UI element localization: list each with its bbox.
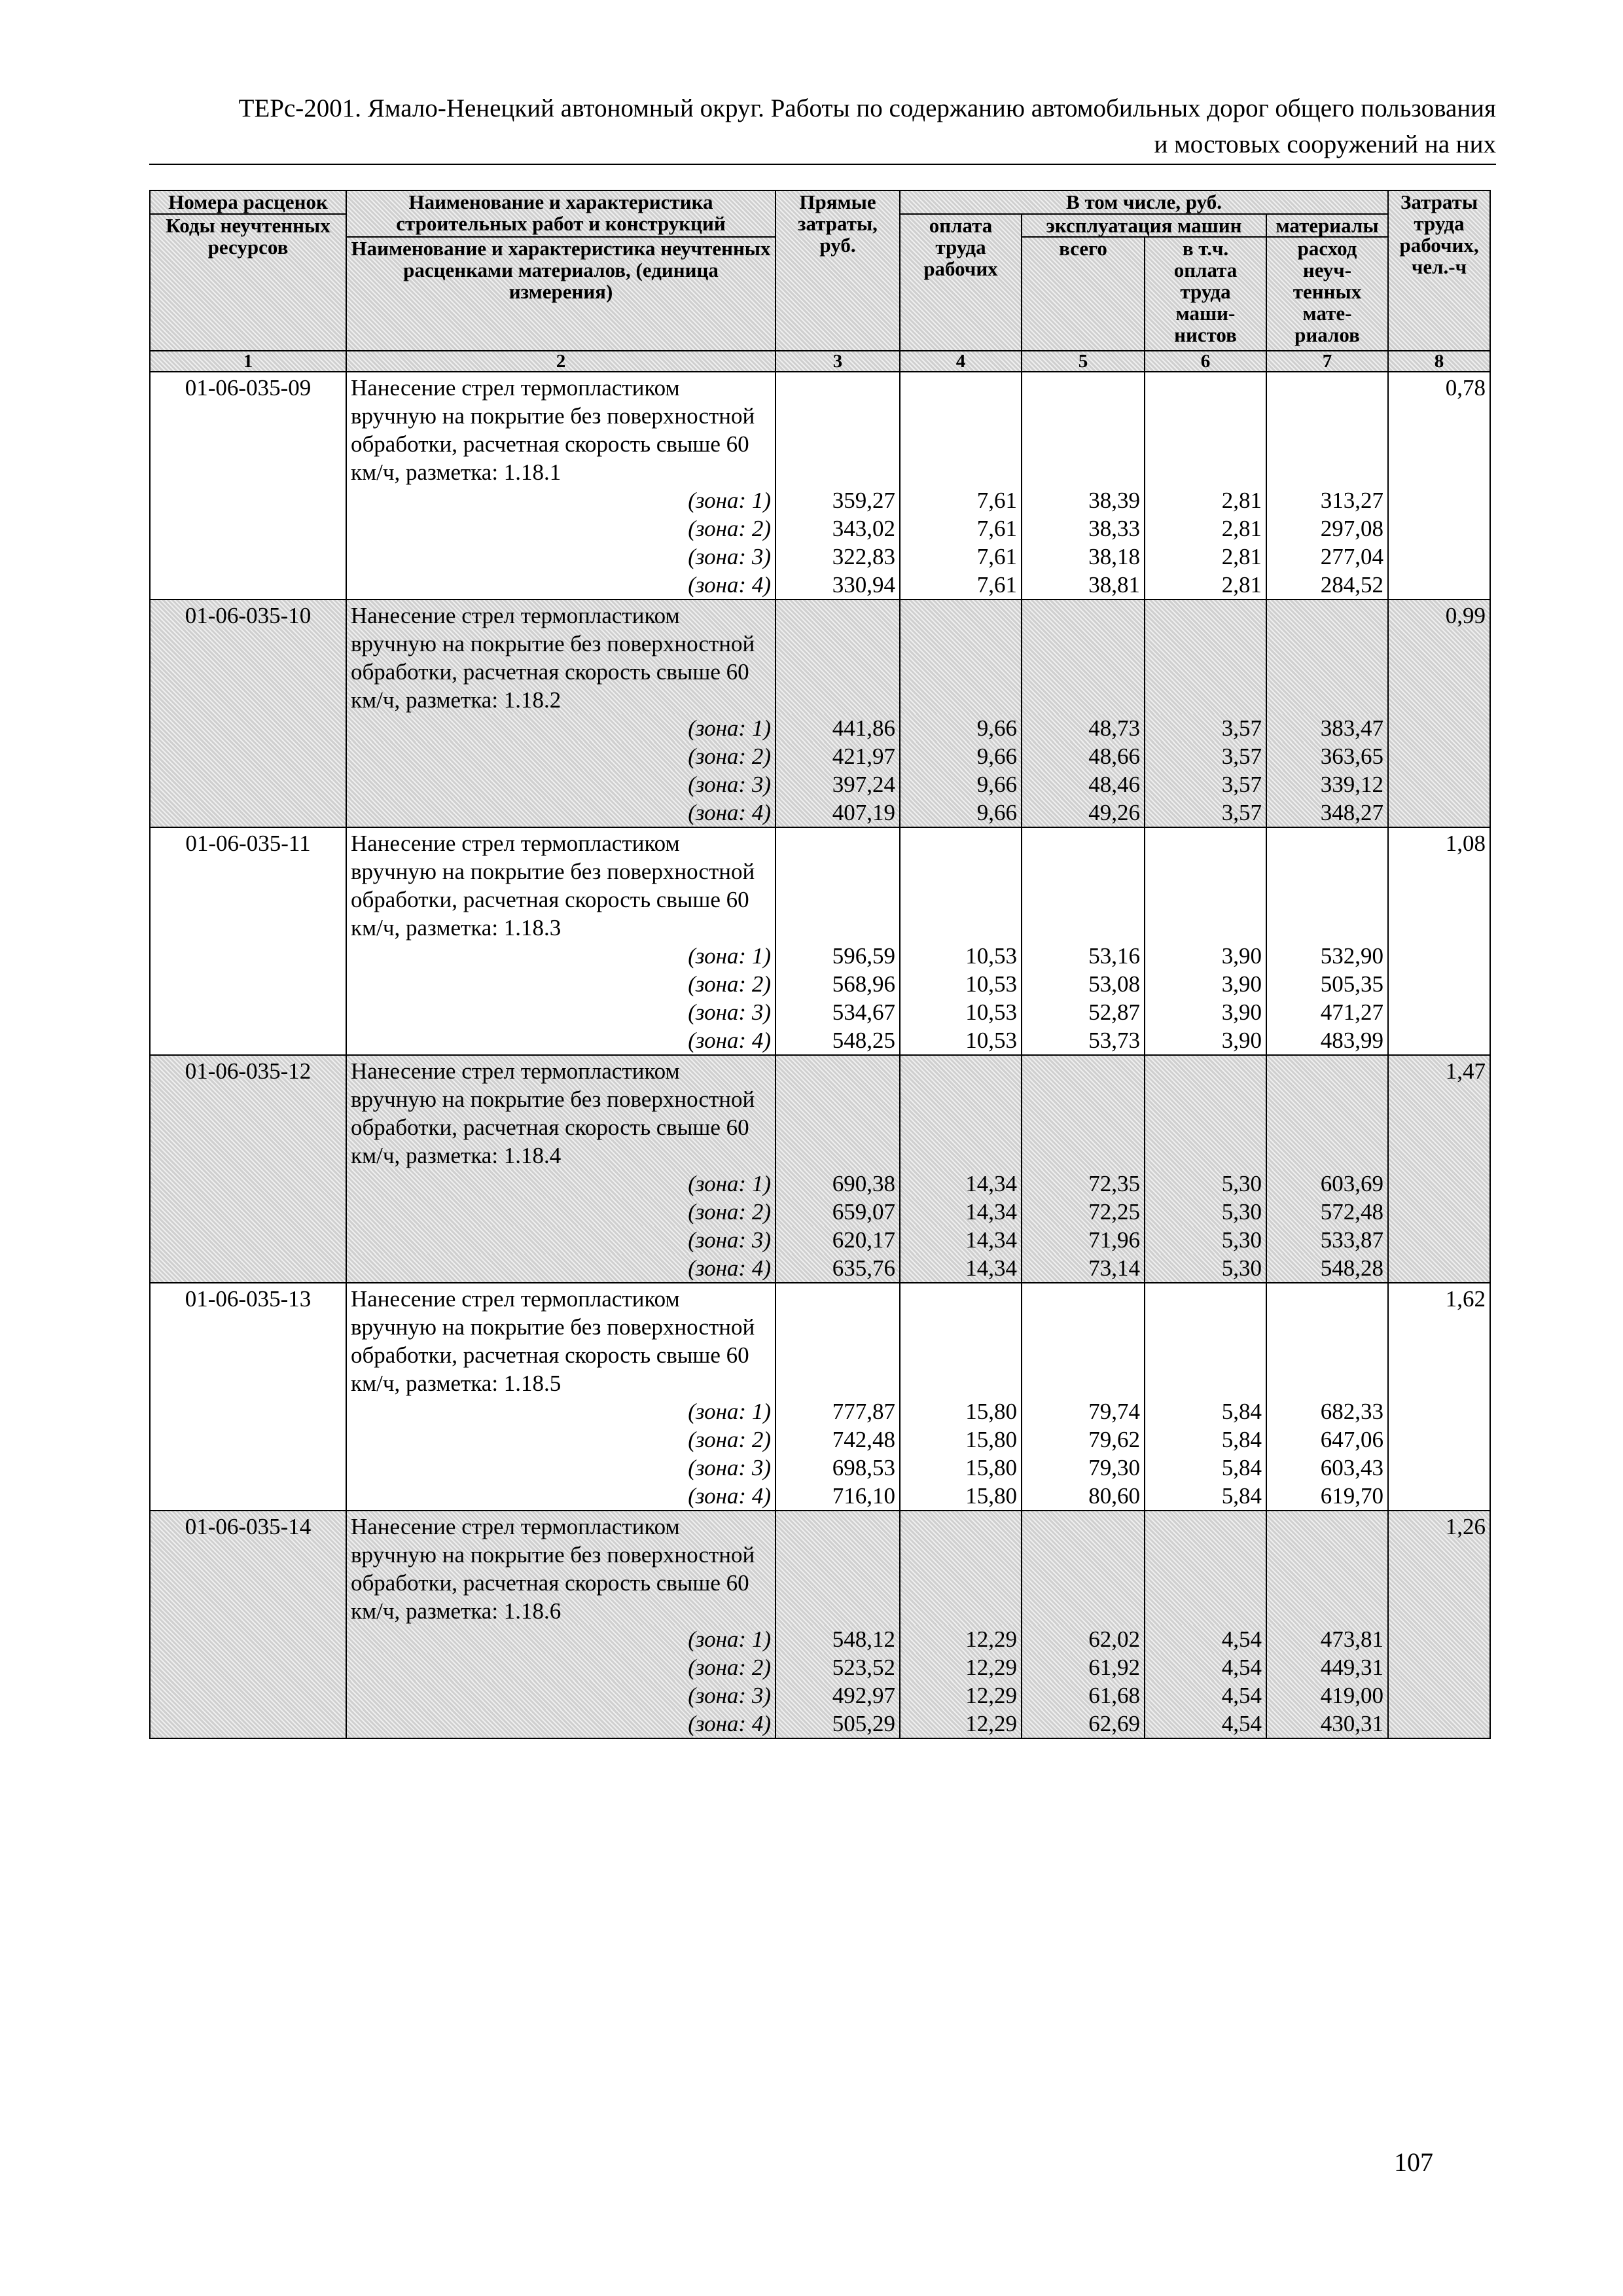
rate-name: Нанесение стрел термопластиком вручную на покрытие без поверхностной обработки, расчетная скорость свыше 60 км/ч, разметка: 1.18.4 <box>346 1055 776 1170</box>
empty-cell <box>1145 1511 1266 1625</box>
zone-label: (зона: 3) <box>346 998 776 1026</box>
zone-label: (зона: 3) <box>346 770 776 798</box>
empty-cell <box>776 1511 900 1625</box>
header-line-1: ТЕРс-2001. Ямало-Ненецкий автономный округ. Работы по содержанию автомобильных дорог общего пользования <box>238 94 1496 122</box>
empty-cell <box>1145 372 1266 486</box>
zone-label: (зона: 3) <box>346 1226 776 1254</box>
machine-total: 62,02 <box>1022 1625 1145 1653</box>
labor-pay: 9,66 <box>900 714 1022 742</box>
labor-pay: 10,53 <box>900 970 1022 998</box>
header-rate-numbers: Номера расценок <box>150 190 346 214</box>
rate-code: 01-06-035-12 <box>150 1055 346 1283</box>
zone-label: (зона: 1) <box>346 714 776 742</box>
direct-costs: 343,02 <box>776 514 900 543</box>
zone-label: (зона: 4) <box>346 1254 776 1283</box>
machinist-pay: 2,81 <box>1145 486 1266 514</box>
materials-cost: 505,35 <box>1266 970 1388 998</box>
direct-costs: 548,25 <box>776 1026 900 1055</box>
empty-cell <box>900 827 1022 942</box>
direct-costs: 505,29 <box>776 1710 900 1738</box>
zone-label: (зона: 1) <box>346 486 776 514</box>
labor-pay: 12,29 <box>900 1625 1022 1653</box>
zone-label: (зона: 4) <box>346 571 776 600</box>
labor-pay: 7,61 <box>900 486 1022 514</box>
column-number: 2 <box>346 351 776 372</box>
zone-row <box>150 714 1490 742</box>
zone-row <box>150 970 1490 998</box>
direct-costs: 690,38 <box>776 1170 900 1198</box>
labor-pay: 10,53 <box>900 1026 1022 1055</box>
zone-row <box>150 1226 1490 1254</box>
header-line-2: и мостовых сооружений на них <box>1154 130 1496 158</box>
empty-cell <box>776 1055 900 1170</box>
machine-total: 49,26 <box>1022 798 1145 827</box>
zone-label: (зона: 4) <box>346 798 776 827</box>
direct-costs: 397,24 <box>776 770 900 798</box>
labor-pay: 15,80 <box>900 1454 1022 1482</box>
page-number: 107 <box>1394 2147 1433 2177</box>
labor-pay: 7,61 <box>900 514 1022 543</box>
zone-row <box>150 1026 1490 1055</box>
labor-pay: 15,80 <box>900 1482 1022 1511</box>
direct-costs: 742,48 <box>776 1426 900 1454</box>
rates-table <box>149 190 1491 1739</box>
header-machinist-pay: в т.ч. оплата труда маши- нистов <box>1145 237 1266 351</box>
direct-costs: 548,12 <box>776 1625 900 1653</box>
machine-total: 53,73 <box>1022 1026 1145 1055</box>
header-machine-operation: эксплуатация машин <box>1022 214 1266 237</box>
direct-costs: 523,52 <box>776 1653 900 1681</box>
zone-row <box>150 742 1490 770</box>
empty-cell <box>1022 1511 1145 1625</box>
zone-row <box>150 1397 1490 1426</box>
direct-costs: 596,59 <box>776 942 900 970</box>
empty-cell <box>1145 1283 1266 1397</box>
zone-label: (зона: 1) <box>346 942 776 970</box>
labor-pay: 9,66 <box>900 770 1022 798</box>
zone-row <box>150 1426 1490 1454</box>
labor-cost: 0,78 <box>1388 372 1490 600</box>
materials-cost: 277,04 <box>1266 543 1388 571</box>
machine-total: 48,73 <box>1022 714 1145 742</box>
rate-row <box>150 827 1490 942</box>
materials-cost: 483,99 <box>1266 1026 1388 1055</box>
machine-total: 38,81 <box>1022 571 1145 600</box>
machinist-pay: 3,90 <box>1145 970 1266 998</box>
machinist-pay: 5,30 <box>1145 1170 1266 1198</box>
machine-total: 48,66 <box>1022 742 1145 770</box>
materials-cost: 647,06 <box>1266 1426 1388 1454</box>
labor-pay: 9,66 <box>900 798 1022 827</box>
empty-cell <box>1022 1055 1145 1170</box>
labor-cost: 1,47 <box>1388 1055 1490 1283</box>
machine-total: 79,74 <box>1022 1397 1145 1426</box>
machine-total: 38,18 <box>1022 543 1145 571</box>
zone-row <box>150 1254 1490 1283</box>
materials-cost: 297,08 <box>1266 514 1388 543</box>
direct-costs: 568,96 <box>776 970 900 998</box>
materials-cost: 682,33 <box>1266 1397 1388 1426</box>
zone-row <box>150 1653 1490 1681</box>
labor-cost: 1,08 <box>1388 827 1490 1055</box>
empty-cell <box>1266 600 1388 714</box>
direct-costs: 407,19 <box>776 798 900 827</box>
machine-total: 61,92 <box>1022 1653 1145 1681</box>
rate-code: 01-06-035-11 <box>150 827 346 1055</box>
rate-code: 01-06-035-09 <box>150 372 346 600</box>
rate-row <box>150 372 1490 486</box>
materials-cost: 471,27 <box>1266 998 1388 1026</box>
header-direct-costs: Прямые затраты, руб. <box>776 190 900 351</box>
zone-row <box>150 998 1490 1026</box>
column-number: 6 <box>1145 351 1266 372</box>
empty-cell <box>776 372 900 486</box>
machine-total: 61,68 <box>1022 1681 1145 1710</box>
zone-row <box>150 1454 1490 1482</box>
zone-row <box>150 543 1490 571</box>
header-labor-cost: Затраты труда рабочих, чел.-ч <box>1388 190 1490 351</box>
machinist-pay: 2,81 <box>1145 514 1266 543</box>
direct-costs: 322,83 <box>776 543 900 571</box>
materials-cost: 532,90 <box>1266 942 1388 970</box>
zone-row <box>150 571 1490 600</box>
direct-costs: 492,97 <box>776 1681 900 1710</box>
labor-pay: 14,34 <box>900 1198 1022 1226</box>
zone-row <box>150 1710 1490 1738</box>
machinist-pay: 5,84 <box>1145 1426 1266 1454</box>
labor-pay: 10,53 <box>900 998 1022 1026</box>
materials-cost: 449,31 <box>1266 1653 1388 1681</box>
materials-cost: 313,27 <box>1266 486 1388 514</box>
direct-costs: 698,53 <box>776 1454 900 1482</box>
rate-row <box>150 1283 1490 1397</box>
column-number-row <box>150 351 1490 372</box>
machinist-pay: 2,81 <box>1145 571 1266 600</box>
labor-pay: 14,34 <box>900 1226 1022 1254</box>
machinist-pay: 5,30 <box>1145 1198 1266 1226</box>
materials-cost: 339,12 <box>1266 770 1388 798</box>
rate-name: Нанесение стрел термопластиком вручную на покрытие без поверхностной обработки, расчетная скорость свыше 60 км/ч, разметка: 1.18.1 <box>346 372 776 486</box>
header-name-materials: Наименование и характеристика неучтенных расценками материалов, (единица измерения) <box>346 237 776 351</box>
page-header <box>149 90 1496 165</box>
direct-costs: 421,97 <box>776 742 900 770</box>
machinist-pay: 5,84 <box>1145 1397 1266 1426</box>
rates-body <box>150 372 1490 1738</box>
materials-cost: 548,28 <box>1266 1254 1388 1283</box>
machinist-pay: 3,90 <box>1145 998 1266 1026</box>
machine-total: 73,14 <box>1022 1254 1145 1283</box>
machinist-pay: 4,54 <box>1145 1710 1266 1738</box>
header-labor-pay: оплата труда рабочих <box>900 214 1022 351</box>
zone-row <box>150 1198 1490 1226</box>
rate-name: Нанесение стрел термопластиком вручную на покрытие без поверхностной обработки, расчетная скорость свыше 60 км/ч, разметка: 1.18.3 <box>346 827 776 942</box>
zone-row <box>150 1681 1490 1710</box>
zone-label: (зона: 2) <box>346 970 776 998</box>
empty-cell <box>1266 372 1388 486</box>
zone-label: (зона: 4) <box>346 1026 776 1055</box>
empty-cell <box>1145 600 1266 714</box>
machine-total: 53,16 <box>1022 942 1145 970</box>
materials-cost: 430,31 <box>1266 1710 1388 1738</box>
zone-label: (зона: 3) <box>346 1454 776 1482</box>
empty-cell <box>1145 827 1266 942</box>
header-name: Наименование и характеристика строительных работ и конструкций <box>346 190 776 237</box>
direct-costs: 441,86 <box>776 714 900 742</box>
direct-costs: 777,87 <box>776 1397 900 1426</box>
direct-costs: 620,17 <box>776 1226 900 1254</box>
empty-cell <box>1266 1055 1388 1170</box>
empty-cell <box>1266 827 1388 942</box>
zone-row <box>150 942 1490 970</box>
column-number: 7 <box>1266 351 1388 372</box>
materials-cost: 572,48 <box>1266 1198 1388 1226</box>
labor-cost: 0,99 <box>1388 600 1490 827</box>
rate-code: 01-06-035-13 <box>150 1283 346 1511</box>
machine-total: 80,60 <box>1022 1482 1145 1511</box>
labor-pay: 12,29 <box>900 1681 1022 1710</box>
labor-cost: 1,62 <box>1388 1283 1490 1511</box>
empty-cell <box>900 1283 1022 1397</box>
machinist-pay: 4,54 <box>1145 1625 1266 1653</box>
rate-name: Нанесение стрел термопластиком вручную на покрытие без поверхностной обработки, расчетная скорость свыше 60 км/ч, разметка: 1.18.2 <box>346 600 776 714</box>
labor-pay: 14,34 <box>900 1170 1022 1198</box>
machinist-pay: 5,84 <box>1145 1454 1266 1482</box>
rate-name: Нанесение стрел термопластиком вручную на покрытие без поверхностной обработки, расчетная скорость свыше 60 км/ч, разметка: 1.18.5 <box>346 1283 776 1397</box>
machinist-pay: 5,30 <box>1145 1254 1266 1283</box>
direct-costs: 716,10 <box>776 1482 900 1511</box>
direct-costs: 659,07 <box>776 1198 900 1226</box>
rate-code: 01-06-035-10 <box>150 600 346 827</box>
labor-pay: 7,61 <box>900 543 1022 571</box>
materials-cost: 419,00 <box>1266 1681 1388 1710</box>
machinist-pay: 5,30 <box>1145 1226 1266 1254</box>
zone-row <box>150 514 1490 543</box>
zone-label: (зона: 1) <box>346 1170 776 1198</box>
empty-cell <box>1022 372 1145 486</box>
empty-cell <box>900 1511 1022 1625</box>
empty-cell <box>1022 827 1145 942</box>
empty-cell <box>900 600 1022 714</box>
machinist-pay: 4,54 <box>1145 1653 1266 1681</box>
zone-row <box>150 770 1490 798</box>
empty-cell <box>1022 600 1145 714</box>
machinist-pay: 3,57 <box>1145 798 1266 827</box>
empty-cell <box>1022 1283 1145 1397</box>
zone-row <box>150 486 1490 514</box>
zone-label: (зона: 4) <box>346 1710 776 1738</box>
labor-pay: 15,80 <box>900 1426 1022 1454</box>
machine-total: 72,25 <box>1022 1198 1145 1226</box>
header-including: В том числе, руб. <box>900 190 1388 214</box>
rate-row <box>150 1055 1490 1170</box>
empty-cell <box>1145 1055 1266 1170</box>
column-number: 5 <box>1022 351 1145 372</box>
empty-cell <box>900 372 1022 486</box>
materials-cost: 348,27 <box>1266 798 1388 827</box>
labor-pay: 7,61 <box>900 571 1022 600</box>
machine-total: 79,62 <box>1022 1426 1145 1454</box>
machinist-pay: 3,57 <box>1145 742 1266 770</box>
machine-total: 62,69 <box>1022 1710 1145 1738</box>
empty-cell <box>776 600 900 714</box>
materials-cost: 619,70 <box>1266 1482 1388 1511</box>
labor-pay: 14,34 <box>900 1254 1022 1283</box>
machinist-pay: 3,57 <box>1145 714 1266 742</box>
rate-row <box>150 600 1490 714</box>
zone-label: (зона: 1) <box>346 1625 776 1653</box>
materials-cost: 533,87 <box>1266 1226 1388 1254</box>
empty-cell <box>1266 1511 1388 1625</box>
labor-pay: 15,80 <box>900 1397 1022 1426</box>
zone-label: (зона: 2) <box>346 1426 776 1454</box>
header-materials: материалы <box>1266 214 1388 237</box>
machine-total: 48,46 <box>1022 770 1145 798</box>
column-number: 4 <box>900 351 1022 372</box>
machinist-pay: 5,84 <box>1145 1482 1266 1511</box>
machine-total: 53,08 <box>1022 970 1145 998</box>
machine-total: 38,39 <box>1022 486 1145 514</box>
machinist-pay: 3,90 <box>1145 942 1266 970</box>
machinist-pay: 3,57 <box>1145 770 1266 798</box>
labor-pay: 12,29 <box>900 1653 1022 1681</box>
machine-total: 72,35 <box>1022 1170 1145 1198</box>
header-codes: Коды неучтенных ресурсов <box>150 214 346 351</box>
machinist-pay: 4,54 <box>1145 1681 1266 1710</box>
empty-cell <box>900 1055 1022 1170</box>
labor-pay: 10,53 <box>900 942 1022 970</box>
materials-cost: 383,47 <box>1266 714 1388 742</box>
zone-label: (зона: 3) <box>346 1681 776 1710</box>
header-unaccounted-materials: расход неуч- тенных мате- риалов <box>1266 237 1388 351</box>
labor-pay: 12,29 <box>900 1710 1022 1738</box>
materials-cost: 363,65 <box>1266 742 1388 770</box>
machine-total: 38,33 <box>1022 514 1145 543</box>
column-number: 1 <box>150 351 346 372</box>
header-machine-total: всего <box>1022 237 1145 351</box>
materials-cost: 284,52 <box>1266 571 1388 600</box>
zone-label: (зона: 4) <box>346 1482 776 1511</box>
rate-code: 01-06-035-14 <box>150 1511 346 1738</box>
empty-cell <box>776 1283 900 1397</box>
direct-costs: 534,67 <box>776 998 900 1026</box>
zone-label: (зона: 2) <box>346 1198 776 1226</box>
labor-cost: 1,26 <box>1388 1511 1490 1738</box>
materials-cost: 603,69 <box>1266 1170 1388 1198</box>
empty-cell <box>1266 1283 1388 1397</box>
direct-costs: 330,94 <box>776 571 900 600</box>
column-number: 3 <box>776 351 900 372</box>
zone-row <box>150 798 1490 827</box>
zone-label: (зона: 2) <box>346 514 776 543</box>
machine-total: 52,87 <box>1022 998 1145 1026</box>
rate-name: Нанесение стрел термопластиком вручную на покрытие без поверхностной обработки, расчетная скорость свыше 60 км/ч, разметка: 1.18.6 <box>346 1511 776 1625</box>
labor-pay: 9,66 <box>900 742 1022 770</box>
zone-row <box>150 1625 1490 1653</box>
materials-cost: 603,43 <box>1266 1454 1388 1482</box>
zone-label: (зона: 3) <box>346 543 776 571</box>
rate-row <box>150 1511 1490 1625</box>
zone-row <box>150 1170 1490 1198</box>
empty-cell <box>776 827 900 942</box>
direct-costs: 635,76 <box>776 1254 900 1283</box>
materials-cost: 473,81 <box>1266 1625 1388 1653</box>
column-number: 8 <box>1388 351 1490 372</box>
zone-row <box>150 1482 1490 1511</box>
machinist-pay: 2,81 <box>1145 543 1266 571</box>
machine-total: 79,30 <box>1022 1454 1145 1482</box>
zone-label: (зона: 2) <box>346 742 776 770</box>
zone-label: (зона: 2) <box>346 1653 776 1681</box>
machinist-pay: 3,90 <box>1145 1026 1266 1055</box>
machine-total: 71,96 <box>1022 1226 1145 1254</box>
direct-costs: 359,27 <box>776 486 900 514</box>
zone-label: (зона: 1) <box>346 1397 776 1426</box>
